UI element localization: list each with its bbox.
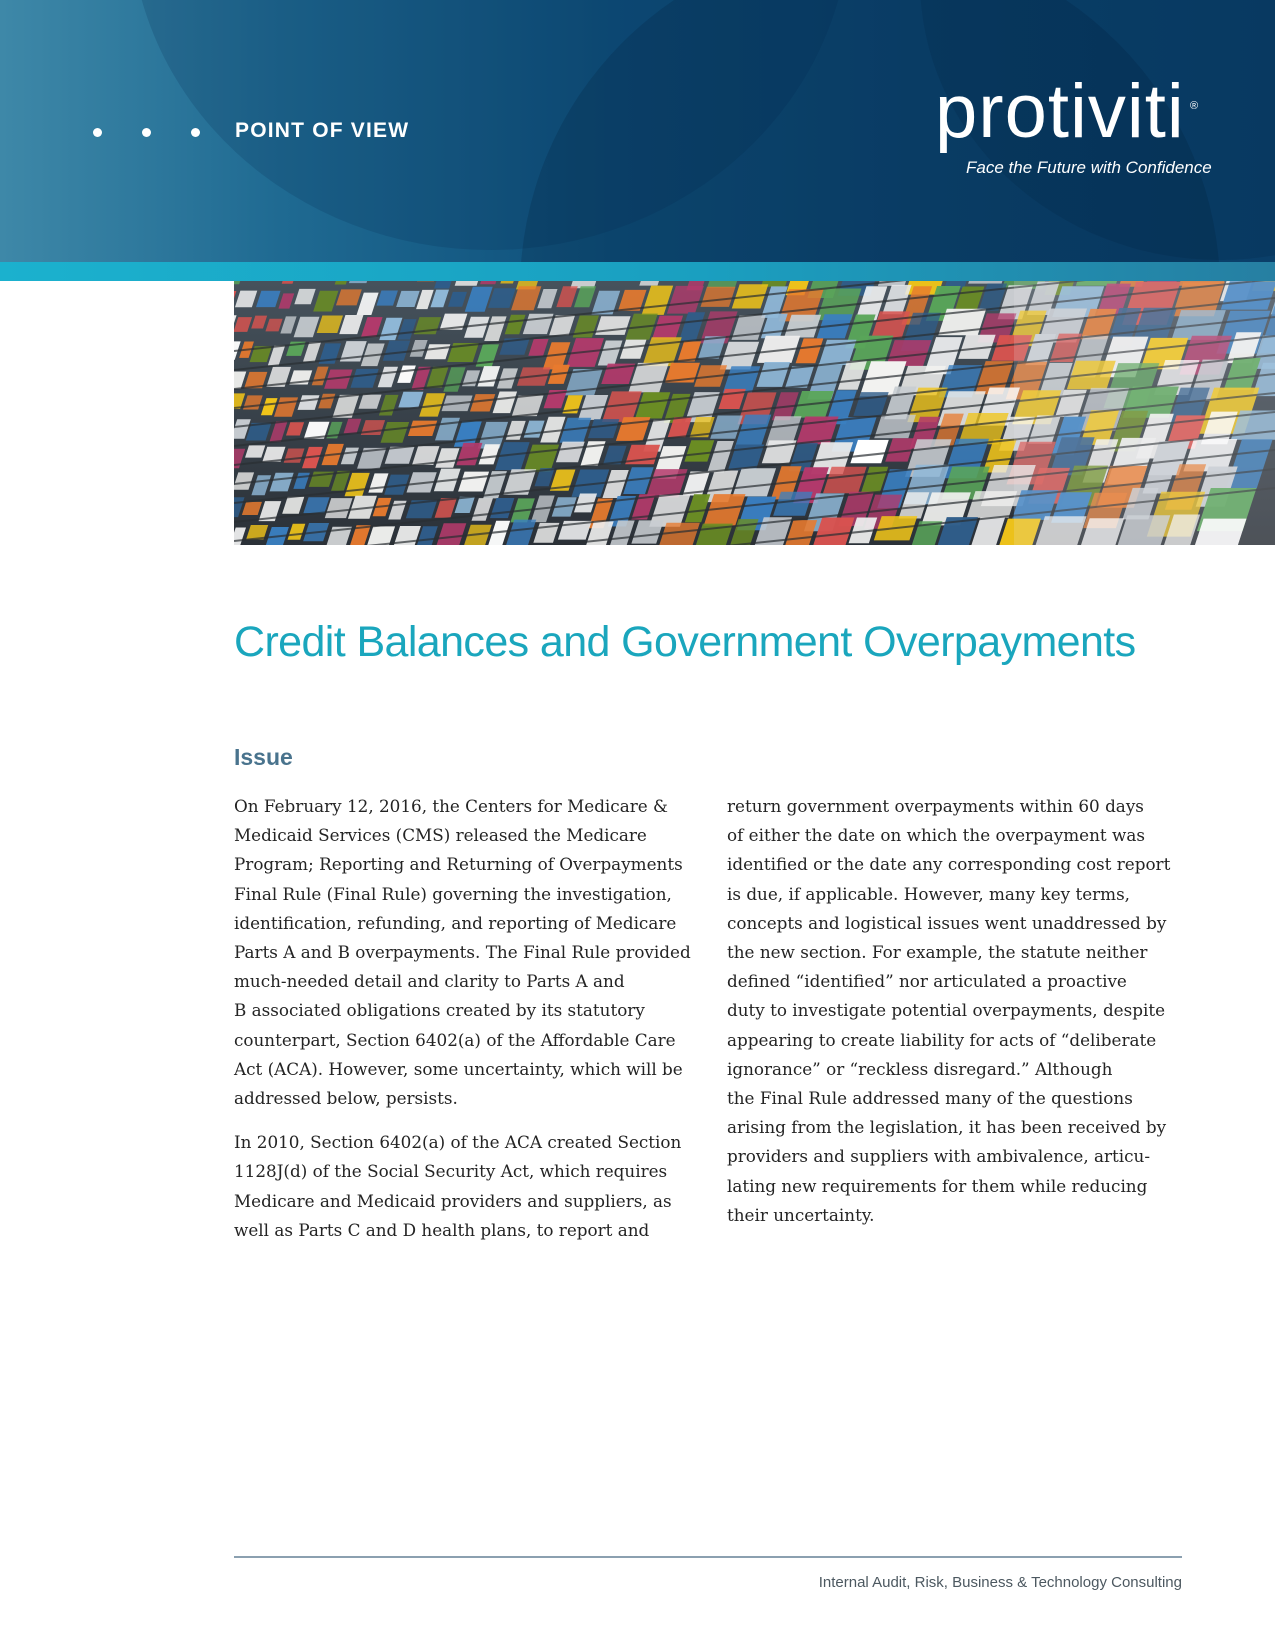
medicine-box — [396, 291, 420, 307]
medicine-box — [408, 421, 437, 436]
text-line: On February 12, 2016, the Centers for Medicare & — [234, 796, 668, 816]
medicine-box — [284, 449, 305, 463]
text-line: defined “identified” nor articulated a proactive — [727, 971, 1127, 992]
medicine-box — [312, 367, 329, 386]
medicine-box — [524, 445, 559, 472]
medicine-box — [470, 394, 495, 411]
medicine-box — [710, 416, 743, 439]
document-title: Credit Balances and Government Overpayments — [234, 618, 1136, 666]
medicine-box — [448, 292, 467, 307]
medicine-box — [368, 473, 388, 492]
medicine-box — [256, 291, 281, 307]
medicine-box — [245, 445, 265, 457]
dot-icon — [142, 128, 151, 137]
medicine-box — [234, 291, 236, 305]
medicine-box — [265, 319, 282, 332]
medicine-box — [381, 422, 410, 443]
medicine-box — [286, 422, 304, 435]
medicine-box — [325, 498, 353, 518]
text-line: ignorance” or “reckless disregard.” Although — [727, 1058, 1113, 1079]
medicine-box — [435, 448, 459, 468]
text-line: much-needed detail and clarity to Parts A and — [234, 971, 625, 992]
medicine-box — [303, 342, 321, 361]
accent-band — [0, 262, 1275, 281]
registered-mark: ® — [1190, 100, 1199, 112]
medicine-box — [537, 289, 557, 308]
medicine-box — [707, 281, 744, 288]
body-column-left — [234, 792, 694, 1260]
medicine-box — [280, 316, 296, 333]
medicine-box — [344, 419, 362, 434]
medicine-box — [282, 497, 304, 514]
medicine-box — [472, 498, 493, 521]
medicine-box — [251, 316, 267, 329]
medicine-box — [458, 472, 489, 492]
text-line: B associated obligations created by its statutory — [234, 1000, 645, 1021]
medicine-box — [505, 315, 526, 335]
medicine-box — [679, 312, 705, 341]
medicine-box — [234, 472, 254, 489]
medicine-box — [967, 491, 1017, 518]
footer-divider — [234, 1556, 1182, 1558]
dot-icon — [93, 128, 102, 137]
medicine-box — [556, 442, 585, 463]
text-line: their uncertainty. — [727, 1204, 875, 1225]
medicine-box — [234, 372, 246, 389]
text-line: lating new requirements for them while reducing — [727, 1175, 1148, 1196]
medicine-box — [242, 502, 262, 515]
photo-illustration — [234, 281, 1275, 545]
body-column-right — [727, 792, 1197, 1245]
medicine-box — [383, 341, 410, 361]
text-line: is due, if applicable. However, many key terms, — [727, 883, 1131, 904]
medicine-box — [357, 293, 379, 315]
medicine-box — [410, 340, 428, 357]
text-line: duty to investigate potential overpayments, despite — [727, 1000, 1166, 1021]
medicine-box — [270, 473, 294, 492]
medicine-box — [358, 395, 381, 409]
medicine-box — [251, 475, 271, 495]
photo-blur-overlay — [1014, 281, 1275, 545]
text-line: Parts A and B overpayments. The Final Rule provided — [234, 942, 691, 963]
header-banner — [0, 0, 1275, 262]
medicine-box — [288, 524, 306, 540]
medicine-box — [269, 421, 287, 442]
text-line: identified or the date any corresponding cost report — [727, 854, 1171, 875]
medicine-box — [317, 316, 343, 334]
medicine-box — [336, 289, 362, 305]
text-line: well as Parts C and D health plans, to report and — [234, 1219, 650, 1240]
medicine-box — [261, 398, 278, 415]
medicine-box — [235, 291, 257, 308]
medicine-box — [294, 289, 315, 304]
section-label: POINT OF VIEW — [235, 119, 410, 142]
text-line: 1128J(d) of the Social Security Act, which requires — [234, 1161, 668, 1182]
text-line: identification, refunding, and reporting of Medicare — [234, 912, 677, 933]
text-line: the new section. For example, the statute neither — [727, 942, 1148, 963]
medicine-box — [796, 338, 824, 363]
medicine-box — [349, 281, 372, 283]
text-line: Act (ACA). However, some uncertainty, which will be — [234, 1058, 683, 1079]
medicine-box — [556, 286, 577, 307]
dot-icon — [191, 128, 200, 137]
medicine-box — [398, 392, 423, 408]
medicine-box — [366, 526, 395, 545]
medicine-box — [313, 291, 338, 312]
medicine-box — [465, 287, 493, 312]
medicine-box — [511, 286, 541, 310]
medicine-box — [435, 418, 460, 441]
footer-text: Internal Audit, Risk, Business & Technology Consulting — [818, 1574, 1182, 1591]
medicine-box — [424, 344, 450, 359]
medicine-box — [528, 339, 548, 356]
text-line: appearing to create liability for acts of “deliberate — [727, 1029, 1157, 1050]
medicine-box — [341, 448, 359, 465]
medicine-box — [434, 281, 456, 289]
bullet-dots — [93, 128, 200, 137]
medicine-box — [430, 290, 449, 308]
medicine-box — [278, 293, 294, 308]
medicine-box — [318, 394, 335, 409]
text-line: Final Rule (Final Rule) governing the investigation, — [234, 883, 672, 904]
medicine-box — [490, 498, 514, 518]
text-line: In 2010, Section 6402(a) of the ACA created Section — [234, 1132, 682, 1153]
medicine-box — [234, 281, 245, 284]
text-line: Program; Reporting and Returning of Overpayments — [234, 854, 683, 875]
section-heading: Issue — [234, 744, 293, 770]
medicine-box — [379, 395, 399, 416]
paragraph — [234, 1128, 694, 1245]
medicine-box — [488, 288, 516, 308]
text-line: return government overpayments within 60 days — [727, 796, 1144, 816]
text-line: providers and suppliers with ambivalence, articu- — [727, 1146, 1151, 1167]
medicine-box — [361, 317, 383, 337]
medicine-box — [700, 287, 735, 307]
medicine-box — [436, 523, 467, 545]
medicine-box — [684, 440, 714, 461]
text-line: the Final Rule addressed many of the questions — [727, 1088, 1133, 1109]
text-line: counterpart, Section 6402(a) of the Affordable Care — [234, 1029, 676, 1050]
medicine-box — [377, 291, 398, 306]
medicine-box — [480, 281, 502, 284]
medicine-box — [620, 340, 647, 359]
medicine-box — [493, 392, 518, 414]
paragraph — [727, 792, 1197, 1230]
medicine-box — [298, 395, 320, 410]
medicine-box — [635, 392, 670, 418]
medicine-box — [378, 367, 398, 388]
text-line: concepts and logistical issues went unaddressed by — [727, 912, 1167, 933]
pharmacy-shelves-photo — [234, 281, 1275, 545]
medicine-box — [756, 362, 790, 387]
medicine-box — [417, 526, 438, 545]
medicine-box — [652, 316, 683, 340]
medicine-box — [339, 315, 363, 334]
medicine-box — [397, 366, 416, 383]
text-line: addressed below, persists. — [234, 1088, 458, 1109]
medicine-box — [303, 497, 329, 513]
logo-tagline: Face the Future with Confidence — [966, 158, 1212, 177]
medicine-box — [667, 286, 704, 314]
medicine-box — [274, 397, 298, 416]
medicine-box — [234, 317, 252, 332]
medicine-box — [455, 281, 484, 286]
medicine-box — [723, 366, 760, 392]
medicine-box — [234, 528, 246, 546]
text-line: Medicaid Services (CMS) released the Medicare — [234, 825, 647, 846]
medicine-box — [282, 281, 298, 284]
medicine-box — [505, 520, 536, 545]
medicine-box — [350, 369, 378, 388]
medicine-box — [574, 286, 596, 307]
medicine-box — [477, 366, 500, 386]
text-line: arising from the legislation, it has been received by — [727, 1117, 1167, 1138]
medicine-box — [500, 281, 519, 284]
medicine-box — [294, 317, 320, 338]
text-line: of either the date on which the overpayment was — [727, 825, 1145, 846]
text-line: Medicare and Medicaid providers and suppliers, as — [234, 1190, 672, 1211]
paragraph — [234, 792, 694, 1113]
medicine-box — [639, 281, 664, 286]
medicine-box — [293, 473, 310, 489]
medicine-box — [631, 520, 663, 543]
medicine-box — [588, 419, 619, 438]
medicine-box — [733, 468, 777, 496]
protiviti-logo: protiviti — [935, 69, 1185, 154]
medicine-box — [628, 363, 668, 393]
